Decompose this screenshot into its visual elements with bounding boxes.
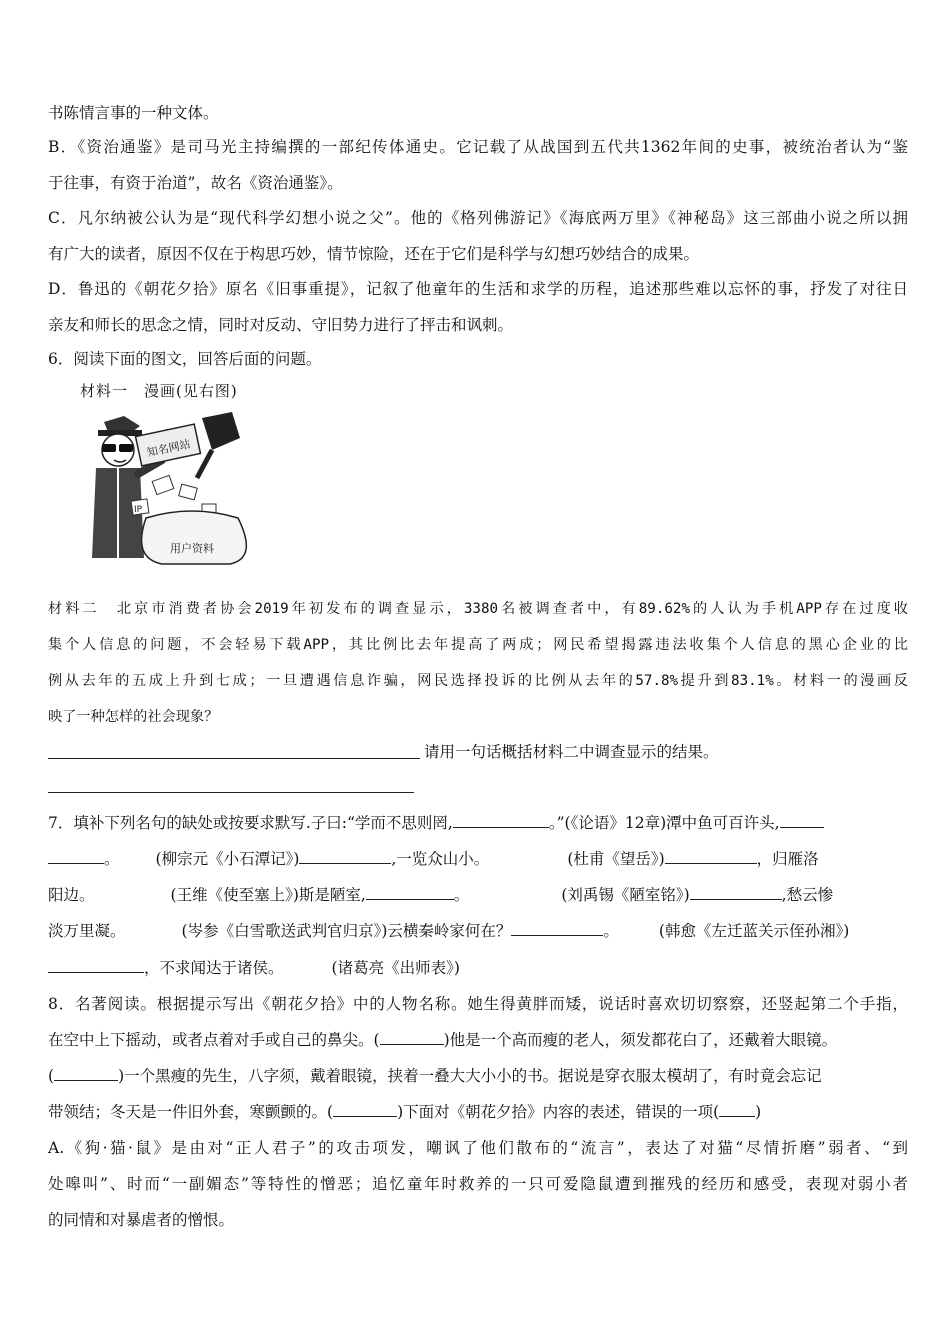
option-c-line: C．凡尔纳被公认为是“现代科学幻想小说之父”。他的《格列佛游记》《海底两万里》《神秘岛》这三部曲小说之所以拥 — [48, 209, 908, 227]
text-line: 亲友和师长的思念之情，同时对反动、守旧势力进行了抨击和讽刺。 — [48, 316, 514, 334]
answer-blank[interactable] — [299, 849, 391, 864]
answer-blank[interactable] — [48, 958, 144, 973]
cartoon-sign-text: 知名网站 — [145, 437, 192, 460]
question-6-title: 6．阅读下面的图文，回答后面的问题。 — [48, 350, 322, 368]
question-7-line: 淡万里凝。 (岑参《白雪歌送武判官归京》)云横秦岭家何在？ 。 (韩愈《左迁蓝关示侄孙湘》) — [48, 922, 850, 940]
answer-blank[interactable] — [511, 921, 603, 936]
answer-blank[interactable] — [54, 1066, 118, 1081]
question-7-line: 。 (柳宗元《小石潭记》) ,一览众山小。 (杜甫《望岳》) ，归雁洛 — [48, 849, 908, 869]
answer-blank[interactable] — [453, 813, 549, 828]
answer-blank[interactable] — [48, 849, 104, 864]
cartoon-illustration — [62, 408, 262, 568]
answer-blank[interactable] — [48, 792, 414, 793]
material-two-prompt: 请用一句话概括材料二中调查显示的结果。 — [424, 743, 719, 761]
material-two-line: 例从去年的五成上升到七成；一旦遭遇信息诈骗，网民选择投诉的比例从去年的57.8%提升到83.1%。材料一的漫画反 — [48, 673, 908, 689]
question-7-line: 7．填补下列名句的缺处或按要求默写.子曰:“学而不思则罔, 。”(《论语》12章)潭中鱼可百许头, — [48, 813, 908, 833]
answer-blank[interactable] — [665, 849, 757, 864]
material-two-line: 材料二 北京市消费者协会2019年初发布的调查显示，3380名被调查者中，有89.62%的人认为手机APP存在过度收 — [48, 601, 908, 617]
material-one-caption: 材料一 漫画(见右图) — [80, 382, 238, 400]
answer-blank[interactable] — [333, 1102, 397, 1117]
option-a-line: A.《狗·猫·鼠》是由对“正人君子”的攻击项发，嘲讽了他们散布的“流言”，表达了对猫“尽情折磨”弱者、“到 — [48, 1139, 908, 1157]
material-two-line: 映了一种怎样的社会现象？ — [48, 709, 219, 725]
option-d-line: D．鲁迅的《朝花夕拾》原名《旧事重提》，记叙了他童年的生活和求学的历程，追述那些难以忘怀的事，抒发了对往日 — [48, 280, 908, 298]
text-line: 有广大的读者，原因不仅在于构思巧妙，情节惊险，还在于它们是科学与幻想巧妙结合的成果。 — [48, 245, 700, 263]
option-b-line: B．《资治通鉴》是司马光主持编撰的一部纪传体通史。它记载了从战国到五代共1362年间的史事，被统治者认为“鉴 — [48, 138, 908, 156]
cartoon-paper-text: IP — [134, 505, 143, 515]
answer-blank[interactable] — [380, 1030, 444, 1045]
question-7-line: ，不求闻达于诸侯。 (诸葛亮《出师表》) — [48, 958, 908, 978]
text-line: 书陈情言事的一种文体。 — [48, 104, 219, 122]
answer-blank[interactable] — [366, 885, 454, 900]
answer-blank[interactable] — [48, 758, 420, 759]
text-line: 于往事，有资于治道”，故名《资治通鉴》。 — [48, 174, 343, 192]
cartoon-bag-text: 用户资料 — [170, 542, 214, 555]
answer-blank[interactable] — [690, 885, 782, 900]
answer-blank[interactable] — [780, 813, 824, 828]
question-8-line: ( )一个黑瘦的先生，八字须，戴着眼镜，挟着一叠大大小小的书。据说是穿衣服太模胡了，有时竟会忘记 — [48, 1067, 822, 1085]
question-8-line: 带领结；冬天是一件旧外套，寒颤颤的。( )下面对《朝花夕拾》内容的表述，错误的一项( ) — [48, 1103, 762, 1121]
option-a-line: 的同情和对暴虐者的憎恨。 — [48, 1211, 235, 1229]
question-7-line: 阳边。 (王维《使至塞上》)斯是陋室, 。 (刘禹锡《陋室铭》) ,愁云惨 — [48, 886, 834, 904]
answer-blank[interactable] — [719, 1102, 755, 1117]
question-8-line: 在空中上下摇动，或者点着对手或自己的鼻尖。( )他是一个高而瘦的老人，须发都花白了，还戴着大眼镜。 — [48, 1031, 838, 1049]
material-two-line: 集个人信息的问题，不会轻易下载APP，其比例比去年提高了两成；网民希望揭露违法收集个人信息的黑心企业的比 — [48, 637, 908, 653]
option-a-line: 处嗥叫”、时而“一副媚态”等特性的憎恶；追忆童年时救养的一只可爱隐鼠遭到摧残的经历和感受，表现对弱小者 — [48, 1175, 908, 1193]
question-8-line: 8．名著阅读。根据提示写出《朝花夕拾》中的人物名称。她生得黄胖而矮，说话时喜欢切切察察，还竖起第二个手指， — [48, 995, 908, 1013]
